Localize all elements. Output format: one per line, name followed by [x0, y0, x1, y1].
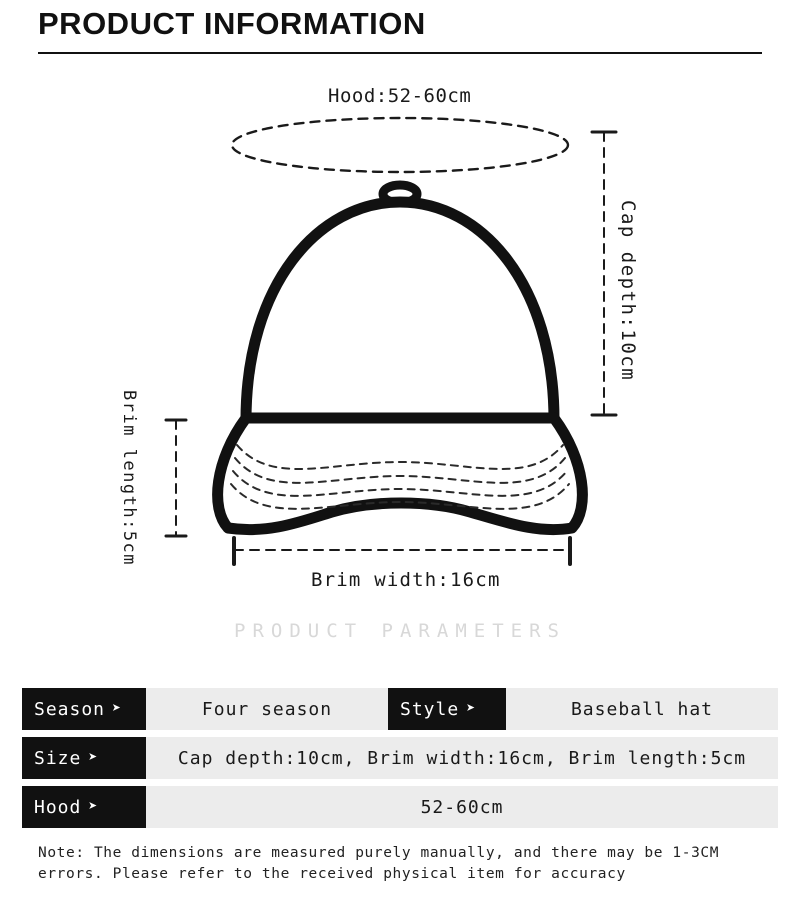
specification-table: [22, 688, 778, 835]
table-row: [22, 688, 778, 730]
spec-key-style-label: Style: [400, 698, 460, 720]
page-header: [0, 0, 800, 60]
spec-value-size: Cap depth:10cm, Brim width:16cm, Brim length:5cm: [146, 737, 778, 779]
table-row: [22, 737, 778, 779]
product-parameters-watermark: PRODUCT PARAMETERS: [234, 620, 566, 642]
table-row: [22, 786, 778, 828]
spec-key-season-label: Season: [34, 698, 106, 720]
cap-depth-measurement-label: Cap depth:10cm: [617, 200, 639, 382]
hat-dimension-diagram: [0, 60, 800, 660]
arrow-right-icon: ➤: [466, 698, 477, 717]
arrow-right-icon: ➤: [88, 796, 99, 815]
cap-brim-outline: [218, 418, 583, 530]
brim-length-measurement-label: Brim length:5cm: [119, 390, 139, 567]
arrow-right-icon: ➤: [88, 747, 99, 766]
cap-crown-outline: [246, 202, 554, 422]
spec-key-hood: [22, 786, 146, 828]
measurement-note-line-2: errors. Please refer to the received physical item for accuracy: [38, 866, 626, 883]
spec-value-hood: 52-60cm: [146, 786, 778, 828]
cap-depth-dimension: [592, 132, 616, 415]
brim-length-dimension: [166, 420, 186, 536]
spec-value-style: Baseball hat: [506, 688, 778, 730]
arrow-right-icon: ➤: [112, 698, 123, 717]
header-divider: [38, 52, 762, 54]
hood-circumference-ellipse: [232, 118, 568, 172]
spec-key-season: [22, 688, 146, 730]
page-title: PRODUCT INFORMATION: [38, 6, 426, 41]
measurement-note: [38, 843, 768, 885]
cap-button: [383, 185, 417, 203]
brim-width-measurement-label: Brim width:16cm: [311, 569, 501, 591]
spec-key-size-label: Size: [34, 747, 82, 769]
hood-measurement-label: Hood:52-60cm: [328, 85, 472, 107]
spec-value-season: Four season: [146, 688, 388, 730]
measurement-note-line-1: Note: The dimensions are measured purely manually, and there may be 1-3CM: [38, 845, 720, 861]
brim-width-dimension: [234, 538, 570, 564]
spec-key-style: [388, 688, 506, 730]
spec-key-size: [22, 737, 146, 779]
spec-key-hood-label: Hood: [34, 796, 82, 818]
